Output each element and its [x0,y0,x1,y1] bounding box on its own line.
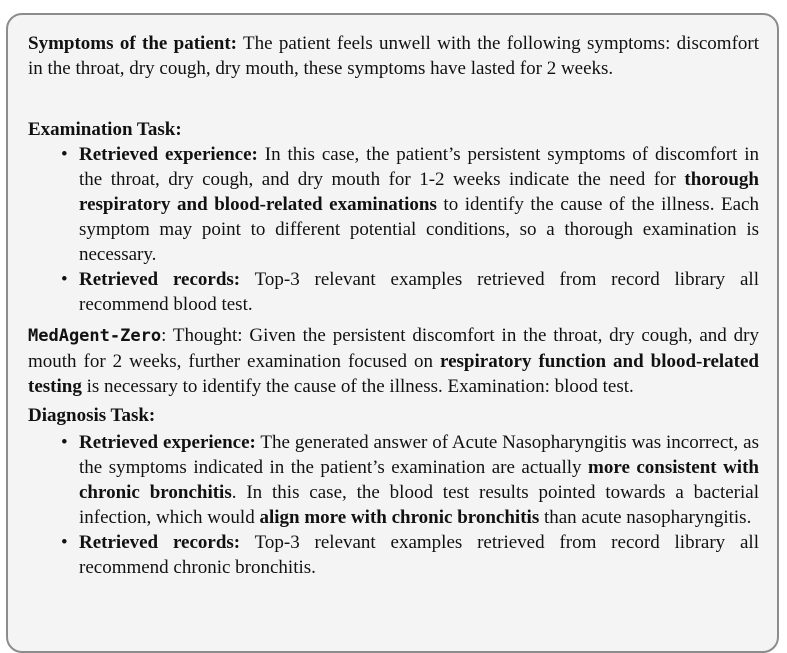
diagnosis-list [28,430,759,580]
diagnosis-experience-text: The generated answer of Acute Nasopharyngitis was incorrect, as the symptoms indicated in the patient’s examination are actually [79,432,759,478]
diagnosis-experience-emphasis-1: more consistent with chronic bronchitis [79,457,759,503]
bullet-icon: • [61,269,68,290]
diagnosis-experience-item [61,430,760,530]
diagnosis-records-label: Retrieved records: [79,532,241,553]
diagnosis-records-text: Top-3 relevant examples retrieved from record library all recommend chronic bronchitis. [79,532,759,578]
agent-thought-text-end: is necessary to identify the cause of the illness. Examination: blood test. [81,376,634,397]
agent-name: MedAgent-Zero [28,326,162,346]
bullet-icon: • [61,432,68,453]
examination-records-text: Top-3 relevant examples retrieved from record library all recommend blood test. [79,269,759,315]
examination-task-title: Examination Task: [28,119,182,140]
examination-list [28,142,759,317]
examination-experience-label: Retrieved experience: [79,144,258,165]
examination-experience-text-end: to identify the cause of the illness. Each symptom may point to different potential conditions, so a thorough examination is necessary. [79,194,759,265]
agent-thought-paragraph [28,323,759,399]
bullet-icon: • [61,144,68,165]
bullet-icon: • [61,532,68,553]
diagnosis-experience-text-mid: . In this case, the blood test results pointed towards a bacterial infection, which would [79,482,760,528]
symptoms-text: The patient feels unwell with the following symptoms: discomfort in the throat, dry cough, dry mouth, these symptoms have lasted for 2 weeks. [28,33,759,79]
examination-records-label: Retrieved records: [79,269,241,290]
examination-experience-text: In this case, the patient’s persistent symptoms of discomfort in the throat, dry cough, and dry mouth for 1-2 weeks indicate the need for [79,144,759,190]
examination-experience-item [61,142,759,267]
agent-thought-emphasis: respiratory function and blood-related testing [28,351,759,397]
agent-thought-text: : Thought: Given the persistent discomfort in the throat, dry cough, and dry mouth for 2 weeks, further examination focused on [28,325,759,372]
symptoms-paragraph [28,31,759,81]
diagnosis-experience-text-end: than acute nasopharyngitis. [539,507,752,528]
examination-experience-emphasis: thorough respiratory and blood-related examinations [79,169,759,215]
symptoms-label: Symptoms of the patient: [28,33,237,54]
case-content [28,31,759,580]
diagnosis-experience-emphasis-2: align more with chronic bronchitis [259,507,540,528]
diagnosis-records-item [61,530,759,580]
diagnosis-task-title: Diagnosis Task: [28,405,156,426]
diagnosis-experience-label: Retrieved experience: [79,432,256,453]
examination-records-item [61,267,759,317]
